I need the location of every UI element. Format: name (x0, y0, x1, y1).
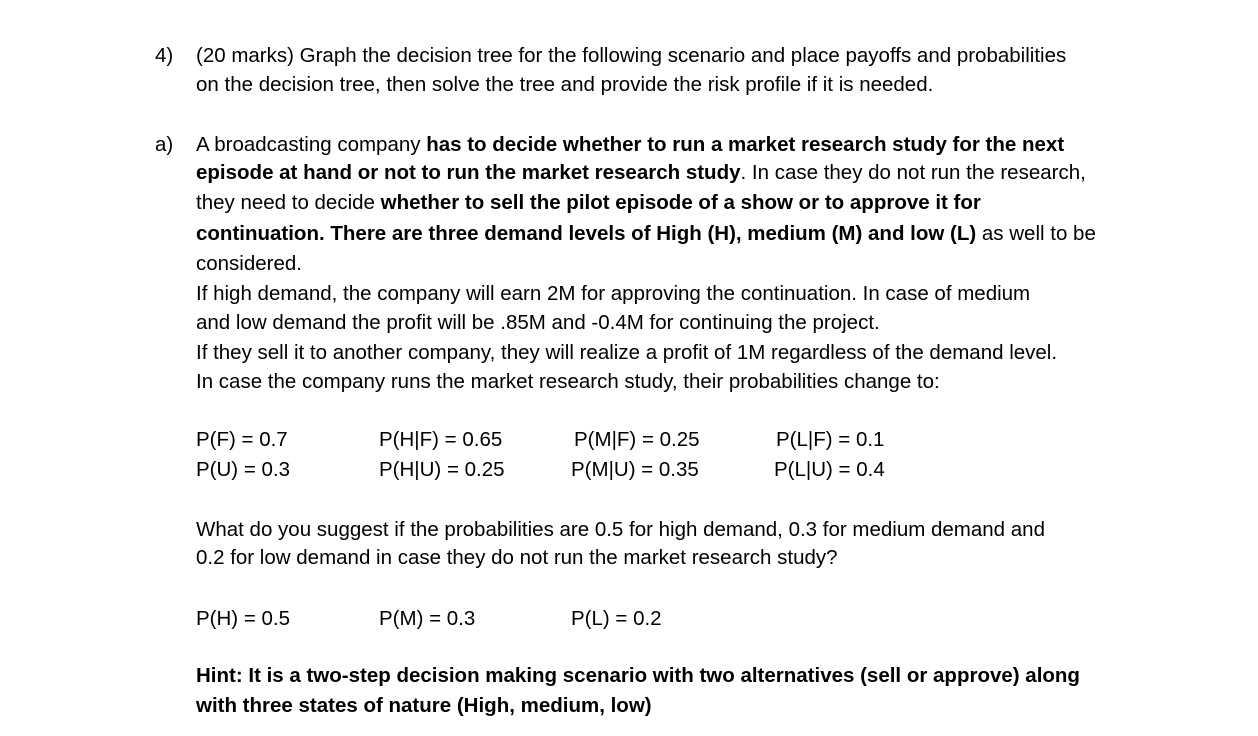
followup-line-1: What do you suggest if the probabilities are 0.5 for high demand, 0.3 for medium demand and (196, 518, 1045, 541)
prob-h-given-f: P(H|F) = 0.65 (379, 428, 503, 451)
prob-l-given-u: P(L|U) = 0.4 (774, 458, 885, 481)
part-a-line-2-bold: episode at hand or not to run the market research study (196, 161, 741, 184)
part-a-line-8: If they sell it to another company, they will realize a profit of 1M regardless of the demand level. (196, 341, 1058, 364)
prob-m-given-u: P(M|U) = 0.35 (571, 458, 699, 481)
part-a-line-5: considered. (196, 252, 302, 275)
part-a-line-3 (196, 191, 981, 215)
prob-m-given-f: P(M|F) = 0.25 (574, 428, 700, 451)
part-a-line-2 (196, 161, 1086, 185)
part-a-line-1 (196, 133, 1064, 157)
question-text-line-1: (20 marks) Graph the decision tree for the following scenario and place payoffs and probabilities (196, 44, 1067, 67)
prior-prob-l: P(L) = 0.2 (571, 607, 662, 630)
part-a-line-4 (196, 222, 1096, 246)
question-number: 4) (155, 44, 174, 67)
part-a-line-9: In case the company runs the market research study, their probabilities change to: (196, 370, 940, 393)
part-a-line-4-normal: as well to be (976, 222, 1096, 245)
part-a-line-1-normal: A broadcasting company (196, 133, 427, 156)
question-text-line-2: on the decision tree, then solve the tree and provide the risk profile if it is needed. (196, 73, 934, 96)
part-a-line-4-bold: continuation. There are three demand levels of High (H), medium (M) and low (L) (196, 222, 977, 245)
prior-prob-m: P(M) = 0.3 (379, 607, 476, 630)
prob-h-given-u: P(H|U) = 0.25 (379, 458, 505, 481)
part-a-line-1-bold: has to decide whether to run a market research study for the next (426, 133, 1065, 156)
hint-line-1: Hint: It is a two-step decision making scenario with two alternatives (sell or approve) along (196, 664, 1080, 687)
hint-line-2: with three states of nature (High, medium, low) (196, 694, 652, 717)
prob-l-given-f: P(L|F) = 0.1 (776, 428, 885, 451)
part-a-line-3-bold: whether to sell the pilot episode of a show or to approve it for (380, 191, 981, 214)
prob-u: P(U) = 0.3 (196, 458, 290, 481)
part-a-label: a) (155, 133, 174, 156)
prior-prob-h: P(H) = 0.5 (196, 607, 290, 630)
part-a-line-6: If high demand, the company will earn 2M for approving the continuation. In case of medium (196, 282, 1031, 305)
part-a-line-2-normal: . In case they do not run the research, (740, 161, 1086, 184)
part-a-line-3-normal: they need to decide (196, 191, 381, 214)
part-a-line-7: and low demand the profit will be .85M and -0.4M for continuing the project. (196, 311, 880, 334)
prob-f: P(F) = 0.7 (196, 428, 288, 451)
followup-line-2: 0.2 for low demand in case they do not run the market research study? (196, 546, 838, 569)
